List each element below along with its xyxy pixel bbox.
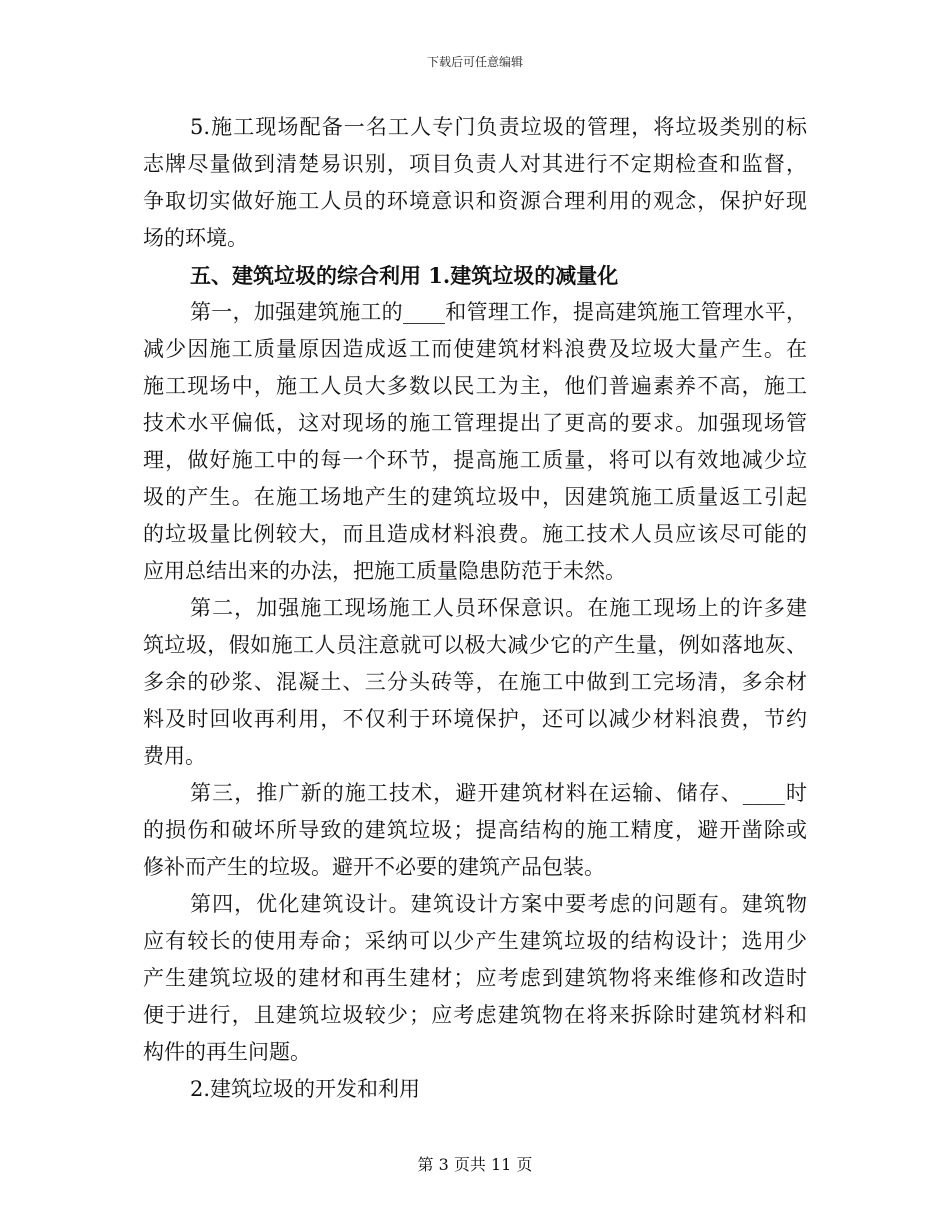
text-line: 减少因施工质量原因造成返工而使建筑材料浪费及垃圾大量产生。在 (143, 337, 807, 361)
section-heading-text: 五、建筑垃圾的综合利用 1.建筑垃圾的减量化 (190, 263, 619, 288)
text-line: 应有较长的使用寿命；采纳可以少产生建筑垃圾的结构设计；选用少 (143, 929, 807, 953)
text-line: 争取切实做好施工人员的环境意识和资源合理利用的观念，保护好现 (143, 189, 807, 213)
text-line: 修补而产生的垃圾。避开不必要的建筑产品包装。 (143, 855, 605, 879)
paragraph-third (143, 775, 807, 886)
document-body (143, 109, 807, 1108)
text-line: 第一，加强建筑施工的____和管理工作，提高建筑施工管理水平， (190, 300, 807, 324)
text-line: 施工现场中，施工人员大多数以民工为主，他们普遍素养不高，施工 (143, 374, 807, 398)
text-line: 圾的产生。在施工场地产生的建筑垃圾中，因建筑施工质量返工引起 (143, 485, 807, 509)
text-line: 的损伤和破坏所导致的建筑垃圾；提高结构的施工精度，避开凿除或 (143, 818, 807, 842)
page-number: 第 3 页共 11 页 (417, 1155, 533, 1174)
text-line: 筑垃圾，假如施工人员注意就可以极大减少它的产生量，例如落地灰、 (143, 633, 807, 657)
text-line: 第二，加强施工现场施工人员环保意识。在施工现场上的许多建 (190, 596, 807, 620)
text-line: 费用。 (143, 744, 206, 768)
text-line: 料及时回收再利用，不仅利于环境保护，还可以减少材料浪费，节约 (143, 707, 807, 731)
text-line: 多余的砂浆、混凝土、三分头砖等，在施工中做到工完场清，多余材 (143, 670, 807, 694)
text-line: 第三，推广新的施工技术，避开建筑材料在运输、储存、____时 (190, 781, 807, 805)
text-line: 志牌尽量做到清楚易识别，项目负责人对其进行不定期检查和监督， (143, 152, 807, 176)
text-line: 理，做好施工中的每一个环节，提高施工质量，将可以有效地减少垃 (143, 448, 807, 472)
text-line: 场的环境。 (143, 226, 248, 250)
text-line: 便于进行，且建筑垃圾较少；应考虑建筑物在将来拆除时建筑材料和 (143, 1003, 807, 1027)
text-line: 构件的再生问题。 (143, 1040, 311, 1064)
text-line: 的垃圾量比例较大，而且造成材料浪费。施工技术人员应该尽可能的 (143, 522, 807, 546)
text-line: 技术水平偏低，这对现场的施工管理提出了更高的要求。加强现场管 (143, 411, 807, 435)
section-heading (143, 257, 807, 294)
paragraph-item-5 (143, 109, 807, 257)
text-line: 5.施工现场配备一名工人专门负责垃圾的管理，将垃圾类别的标 (190, 115, 807, 139)
subsection-heading-text: 2.建筑垃圾的开发和利用 (190, 1077, 421, 1101)
paragraph-first (143, 294, 807, 590)
text-line: 应用总结出来的办法，把施工质量隐患防范于未然。 (143, 559, 626, 583)
paragraph-fourth (143, 886, 807, 1071)
text-line: 产生建筑垃圾的建材和再生建材；应考虑到建筑物将来维修和改造时 (143, 966, 807, 990)
paragraph-second (143, 590, 807, 775)
text-line: 第四，优化建筑设计。建筑设计方案中要考虑的问题有。建筑物 (190, 892, 807, 916)
page-header-note: 下载后可任意编辑 (426, 55, 523, 69)
subsection-heading (143, 1071, 807, 1108)
